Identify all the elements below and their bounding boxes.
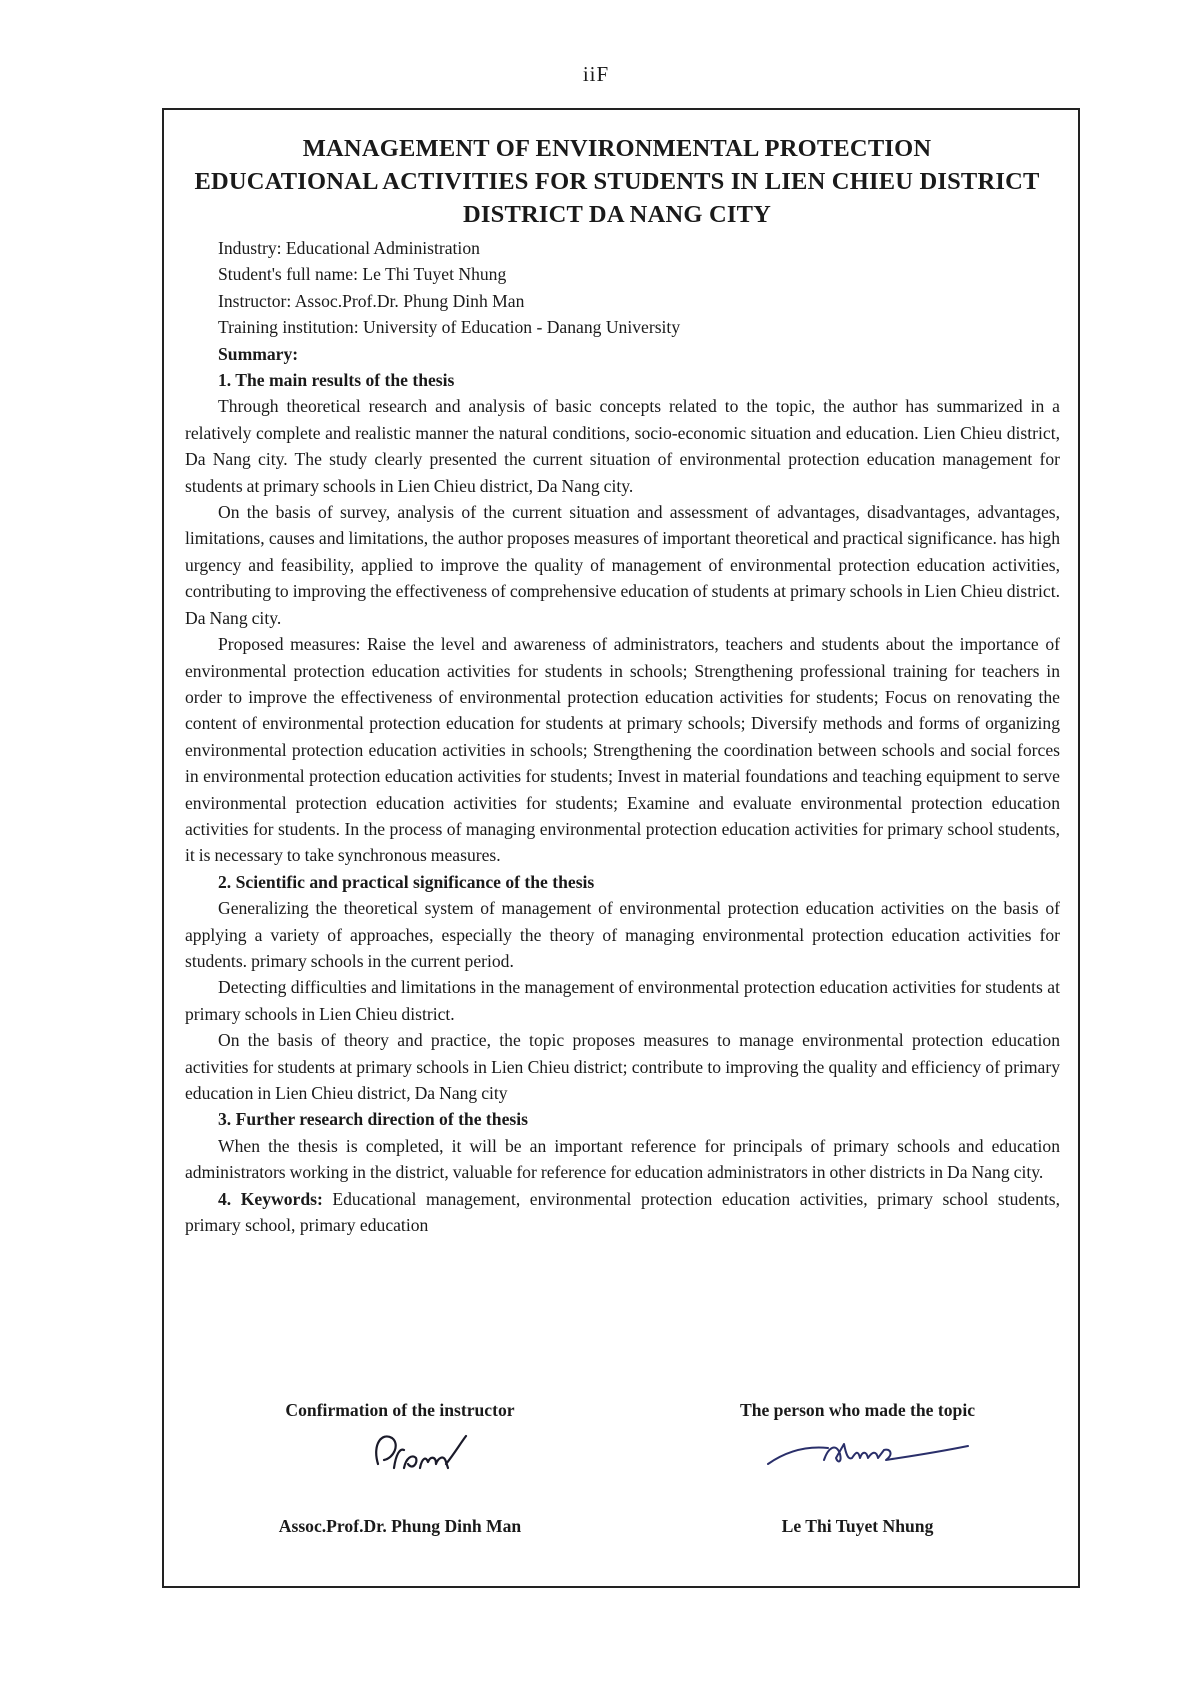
section2-paragraph-1: Generalizing the theoretical system of management of environmental protection education activities on the basis of applying a variety of approaches, especially the theory of managing environmental protection education activities for students. primary schools in the current period. bbox=[185, 898, 1060, 971]
page-number: iiF bbox=[582, 62, 610, 86]
author-name: Le Thi Tuyet Nhung bbox=[781, 1516, 934, 1536]
meta-block bbox=[185, 235, 1060, 341]
section1-heading: 1. The main results of the thesis bbox=[218, 370, 455, 391]
title-line-2: EDUCATIONAL ACTIVITIES FOR STUDENTS IN LIEN CHIEU DISTRICT bbox=[194, 168, 1040, 195]
instructor-signature bbox=[185, 1424, 615, 1488]
summary-label: Summary: bbox=[218, 343, 299, 364]
section1-paragraph-1: Through theoretical research and analysis of basic concepts related to the topic, the author has summarized in a relatively complete and realistic manner the natural conditions, socio-economic situation and education. Lien Chieu district, Da Nang city. The study clearly presented the current situation of environmental protection education management for students at primary schools in Lien Chieu district, Da Nang city. bbox=[185, 396, 1060, 496]
instructor-confirmation-caption: Confirmation of the instructor bbox=[285, 1400, 515, 1420]
industry-line: Industry: Educational Administration bbox=[218, 238, 480, 258]
section3-heading: 3. Further research direction of the thesis bbox=[218, 1109, 528, 1130]
keywords-label: 4. Keywords: bbox=[218, 1188, 323, 1209]
section1-paragraph-2: On the basis of survey, analysis of the current situation and assessment of advantages, disadvantages, advantages, limitations, causes and limitations, the author proposes measures of important theoretical and practical significance. has high urgency and feasibility, applied to improve the quality of management of environmental protection education activities, contributing to improving the effectiveness of comprehensive education of students at primary schools in Lien Chieu district. Da Nang city. bbox=[185, 502, 1060, 628]
abstract-content bbox=[185, 235, 1060, 1238]
instructor-line: Instructor: Assoc.Prof.Dr. Phung Dinh Man bbox=[218, 290, 525, 311]
instructor-signature-block bbox=[185, 1400, 615, 1536]
section2-heading: 2. Scientific and practical significance of the thesis bbox=[218, 871, 595, 892]
author-signature-block bbox=[655, 1400, 1060, 1536]
institution-line: Training institution: University of Education - Danang University bbox=[218, 317, 681, 338]
author-signature bbox=[655, 1424, 1060, 1488]
signature-row bbox=[185, 1400, 1060, 1540]
title-line-1: MANAGEMENT OF ENVIRONMENTAL PROTECTION bbox=[302, 135, 932, 162]
title-line-3: DISTRICT DA NANG CITY bbox=[462, 201, 772, 228]
keywords-text: Educational management, environmental protection education activities, primary school students, primary school, primary education bbox=[185, 1188, 1061, 1236]
instructor-name: Assoc.Prof.Dr. Phung Dinh Man bbox=[278, 1516, 522, 1536]
section3-paragraph-1: When the thesis is completed, it will be an important reference for principals of primary schools and education administrators working in the district, valuable for reference for education administrators in other districts in Da Nang city. bbox=[185, 1135, 1060, 1183]
author-caption: The person who made the topic bbox=[739, 1400, 976, 1420]
thesis-title bbox=[150, 132, 1084, 231]
keywords-paragraph bbox=[185, 1186, 1060, 1239]
section2-paragraph-3: On the basis of theory and practice, the topic proposes measures to manage environmental protection education activities for students at primary schools in Lien Chieu district; contribute to improving the quality and efficiency of primary education in Lien Chieu district, Da Nang city bbox=[185, 1030, 1060, 1103]
student-line: Student's full name: Le Thi Tuyet Nhung bbox=[218, 264, 507, 285]
section1-paragraph-3: Proposed measures: Raise the level and awareness of administrators, teachers and students about the importance of environmental protection education activities for students in schools; Strengthening professional training for teachers in order to improve the effectiveness of environmental protection education activities for students; Focus on renovating the content of environmental protection education for students at primary schools; Diversify methods and forms of organizing environmental protection education activities in schools; Strengthening the coordination between schools and social forces in environmental protection education activities for students; Invest in material foundations and teaching equipment to serve environmental protection education activities for students; Examine and evaluate environmental protection education activities for students. In the process of managing environmental protection education activities for primary school students, it is necessary to take synchronous measures. bbox=[185, 634, 1060, 866]
section2-paragraph-2: Detecting difficulties and limitations in the management of environmental protection education activities for students at primary schools in Lien Chieu district. bbox=[185, 977, 1060, 1024]
